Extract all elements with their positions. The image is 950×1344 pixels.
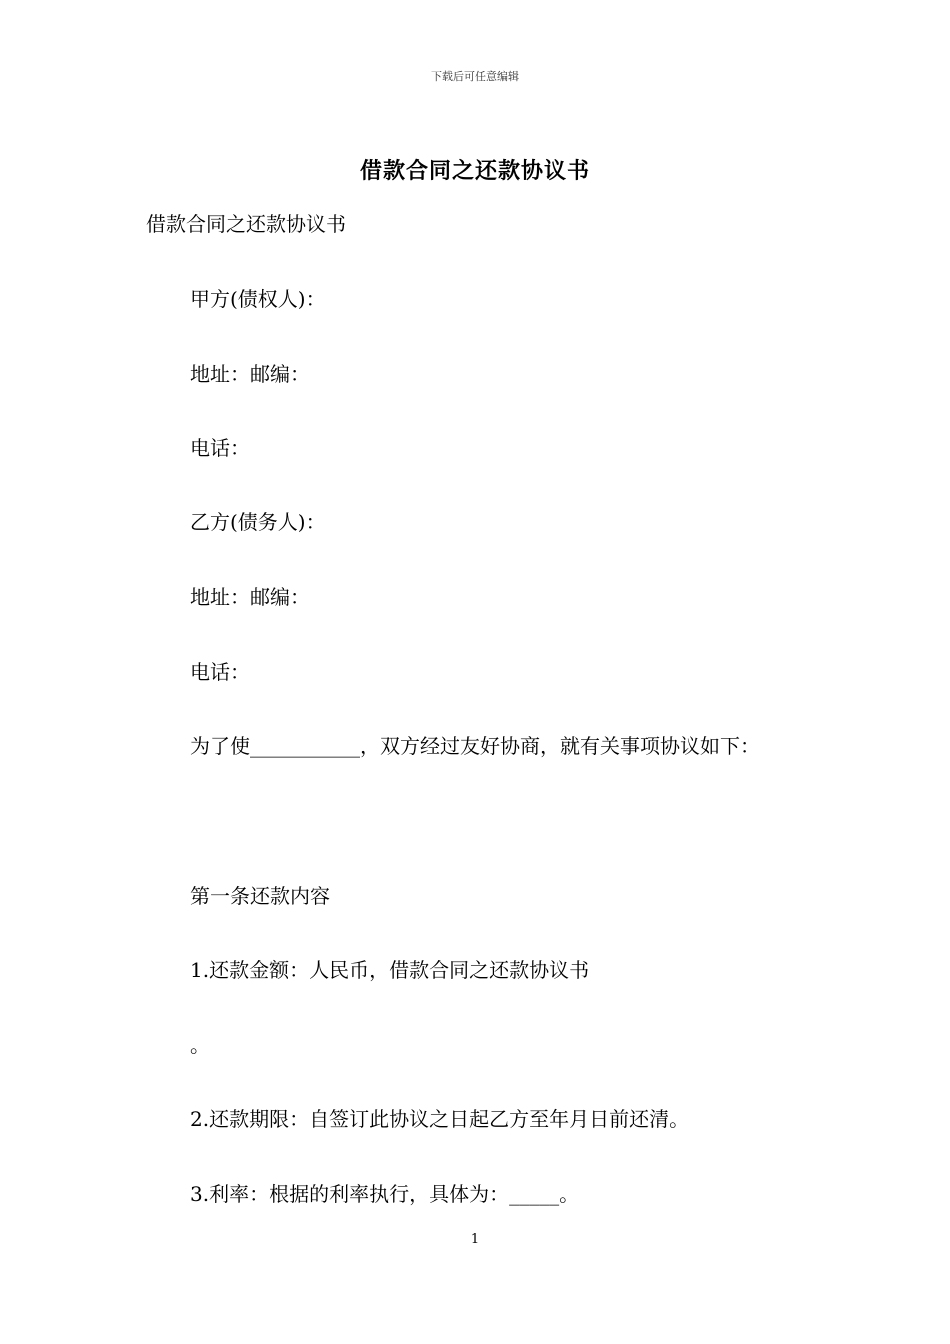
body-line-interest: 3.利率：根据的利率执行，具体为：_____。 bbox=[190, 1182, 580, 1206]
body-line-period: 。 bbox=[190, 1033, 210, 1057]
body-line-party-a-address: 地址：邮编： bbox=[190, 362, 310, 386]
body-line-amount: 1.还款金额：人民币，借款合同之还款协议书 bbox=[190, 958, 590, 982]
page-number: 1 bbox=[470, 1232, 480, 1247]
body-line-party-b-phone: 电话： bbox=[190, 660, 250, 684]
body-line-party-a: 甲方(债权人)： bbox=[190, 287, 326, 311]
header-note: 下载后可任意编辑 bbox=[431, 70, 519, 83]
body-line-party-a-phone: 电话： bbox=[190, 436, 250, 460]
body-line-party-b-address: 地址：邮编： bbox=[190, 585, 310, 609]
body-line-term: 2.还款期限：自签订此协议之日起乙方至年月日前还清。 bbox=[190, 1107, 690, 1131]
body-line-party-b: 乙方(债务人)： bbox=[190, 510, 326, 534]
body-line-article-1: 第一条还款内容 bbox=[190, 884, 330, 908]
body-line-preamble: 为了使___________，双方经过友好协商，就有关事项协议如下： bbox=[190, 734, 760, 758]
document-title: 借款合同之还款协议书 bbox=[359, 158, 590, 184]
body-line-subtitle: 借款合同之还款协议书 bbox=[146, 212, 346, 236]
